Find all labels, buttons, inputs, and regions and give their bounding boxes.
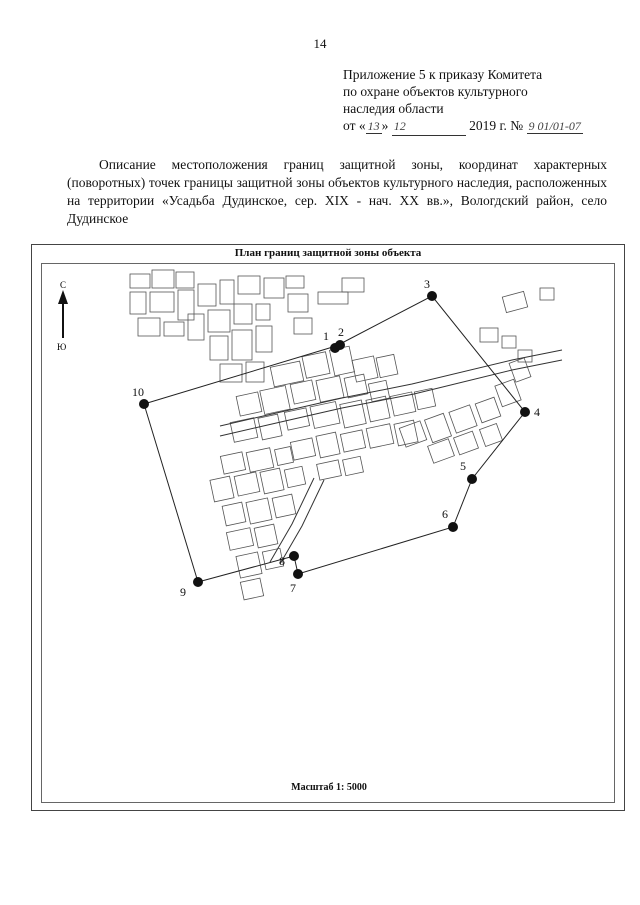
north-label: С bbox=[60, 280, 67, 290]
appendix-line-1: Приложение 5 к приказу Комитета bbox=[343, 67, 543, 82]
boundary-point-7 bbox=[293, 569, 303, 579]
north-arrow-icon bbox=[57, 280, 68, 352]
boundary-point-10 bbox=[139, 399, 149, 409]
point-label-10: 10 bbox=[132, 385, 144, 399]
point-label-4: 4 bbox=[534, 405, 540, 419]
boundary-points bbox=[139, 291, 530, 587]
map-frame bbox=[31, 244, 625, 811]
date-day-handwritten: 13 bbox=[367, 119, 380, 133]
map-area bbox=[41, 263, 615, 803]
date-year: 2019 г. № bbox=[469, 118, 524, 133]
boundary-point-2 bbox=[335, 340, 345, 350]
boundary-point-4 bbox=[520, 407, 530, 417]
date-month-handwritten: 12 bbox=[392, 118, 466, 136]
date-mid: » bbox=[381, 118, 389, 133]
appendix-header bbox=[343, 66, 583, 136]
map-scale: Масштаб 1: 5000 bbox=[291, 782, 367, 793]
appendix-line-2: по охране объектов культурного bbox=[343, 84, 528, 99]
boundary-point-8 bbox=[289, 551, 299, 561]
point-label-8: 8 bbox=[279, 554, 285, 568]
boundary-polygon bbox=[144, 296, 525, 582]
south-label: Ю bbox=[57, 342, 67, 352]
appendix-date-line bbox=[343, 117, 583, 136]
boundary-point-5 bbox=[467, 474, 477, 484]
point-label-7: 7 bbox=[290, 581, 296, 595]
description-text: Описание местоположения границ защитной зоны, координат характерных (поворотных) точек границы защитной зоны объектов культурного наследия, расположенных на территории «Усадьба Дудинское, сер. XIX - нач. XX вв.», Вологдский район, село Дудинское bbox=[67, 157, 607, 226]
boundary-point-labels bbox=[132, 277, 540, 599]
order-number-handwritten: 9 01/01-07 bbox=[528, 119, 581, 133]
map-title: План границ защитной зоны объекта bbox=[234, 247, 422, 259]
point-label-2: 2 bbox=[338, 325, 344, 339]
point-label-1: 1 bbox=[323, 329, 329, 343]
point-label-3: 3 bbox=[424, 277, 430, 291]
location-description bbox=[67, 156, 607, 228]
boundary-point-6 bbox=[448, 522, 458, 532]
point-label-9: 9 bbox=[180, 585, 186, 599]
boundary-point-3 bbox=[427, 291, 437, 301]
appendix-line-3: наследия области bbox=[343, 101, 444, 116]
page-number: 14 bbox=[313, 36, 327, 51]
boundary-map bbox=[42, 264, 616, 804]
building-footprints bbox=[130, 270, 554, 600]
boundary-point-9 bbox=[193, 577, 203, 587]
point-label-6: 6 bbox=[442, 507, 448, 521]
date-prefix: от « bbox=[343, 118, 366, 133]
point-label-5: 5 bbox=[460, 459, 466, 473]
